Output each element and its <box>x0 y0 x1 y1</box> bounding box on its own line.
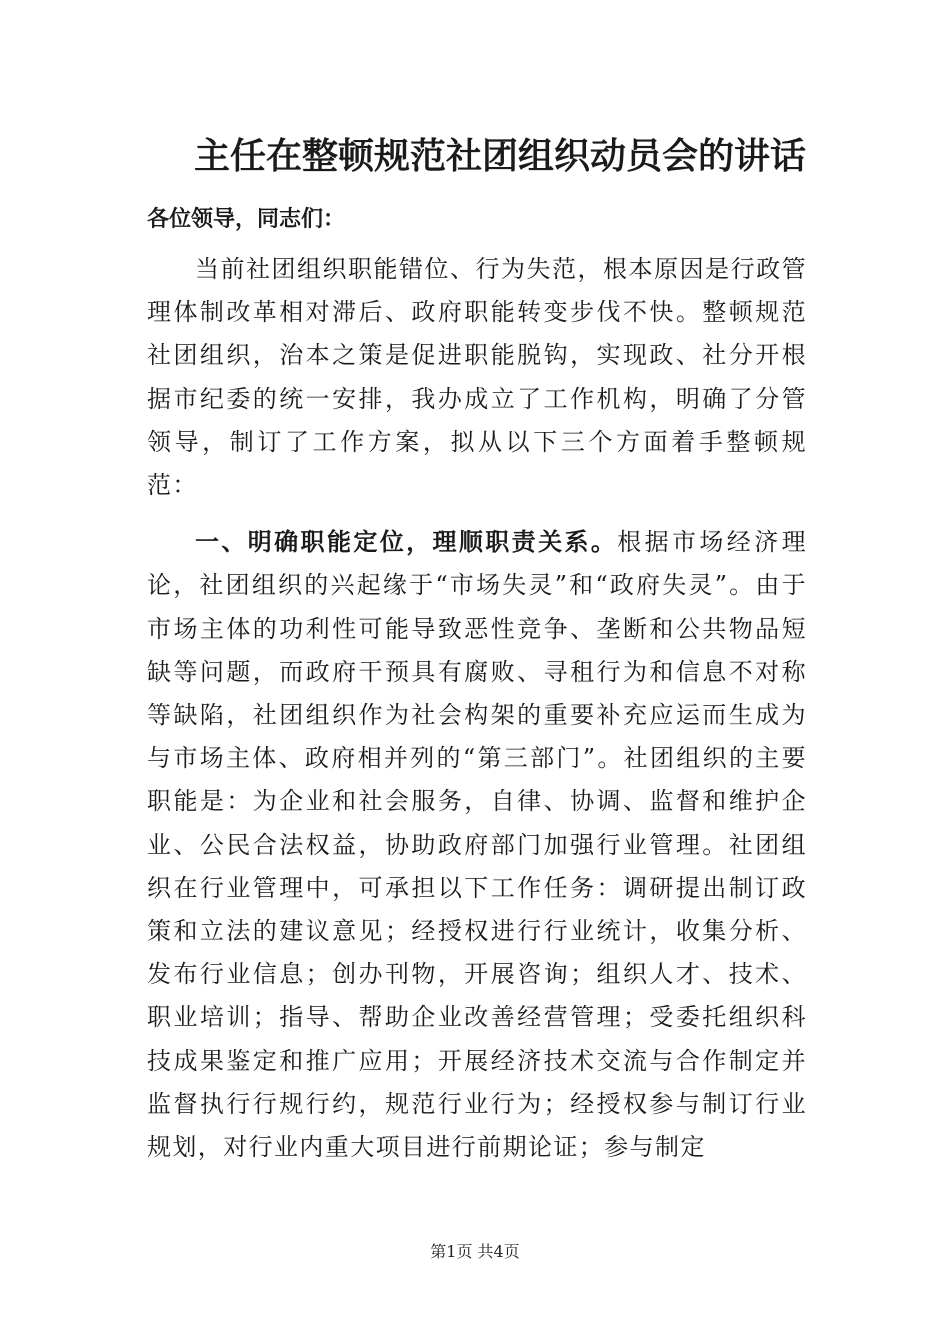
document-title: 主任在整顿规范社团组织动员会的讲话 <box>193 135 806 177</box>
paragraph <box>147 248 807 507</box>
paragraph <box>147 521 807 1169</box>
paragraph-text: 当前社团组织职能错位、行为失范，根本原因是行政管理体制改革相对滞后、政府职能转变步伐不快。整顿规范社团组织，治本之策是促进职能脱钩，实现政、社分开根据市纪委的统一安排，我办成立了工作机构，明确了分管领导，制订了工作方案，拟从以下三个方面着手整顿规范： <box>147 255 807 500</box>
section-heading: 一、明确职能定位，理顺职责关系。 <box>195 528 618 557</box>
paragraph-text: 根据市场经济理论，社团组织的兴起缘于“市场失灵”和“政府失灵”。由于市场主体的功利性可能导致恶性竞争、垄断和公共物品短缺等问题，而政府干预具有腐败、寻租行为和信息不对称等缺陷，社团组织作为社会构架的重要补充应运而生成为与市场主体、政府相并列的“第三部门”。社团组织的主要职能是：为企业和社会服务，自律、协调、监督和维护企业、公民合法权益，协助政府部门加强行业管理。社团组织在行业管理中，可承担以下工作任务：调研提出制订政策和立法的建议意见；经授权进行行业统计，收集分析、发布行业信息；创办刊物，开展咨询；组织人才、技术、职业培训；指导、帮助企业改善经营管理；受委托组织科技成果鉴定和推广应用；开展经济技术交流与合作制定并监督执行行规行约，规范行业行为；经授权参与制订行业规划，对行业内重大项目进行前期论证；参与制定 <box>147 528 807 1162</box>
page-footer: 第1页 共4页 <box>430 1242 520 1261</box>
document-body <box>147 248 807 1169</box>
salutation: 各位领导，同志们： <box>147 207 346 232</box>
